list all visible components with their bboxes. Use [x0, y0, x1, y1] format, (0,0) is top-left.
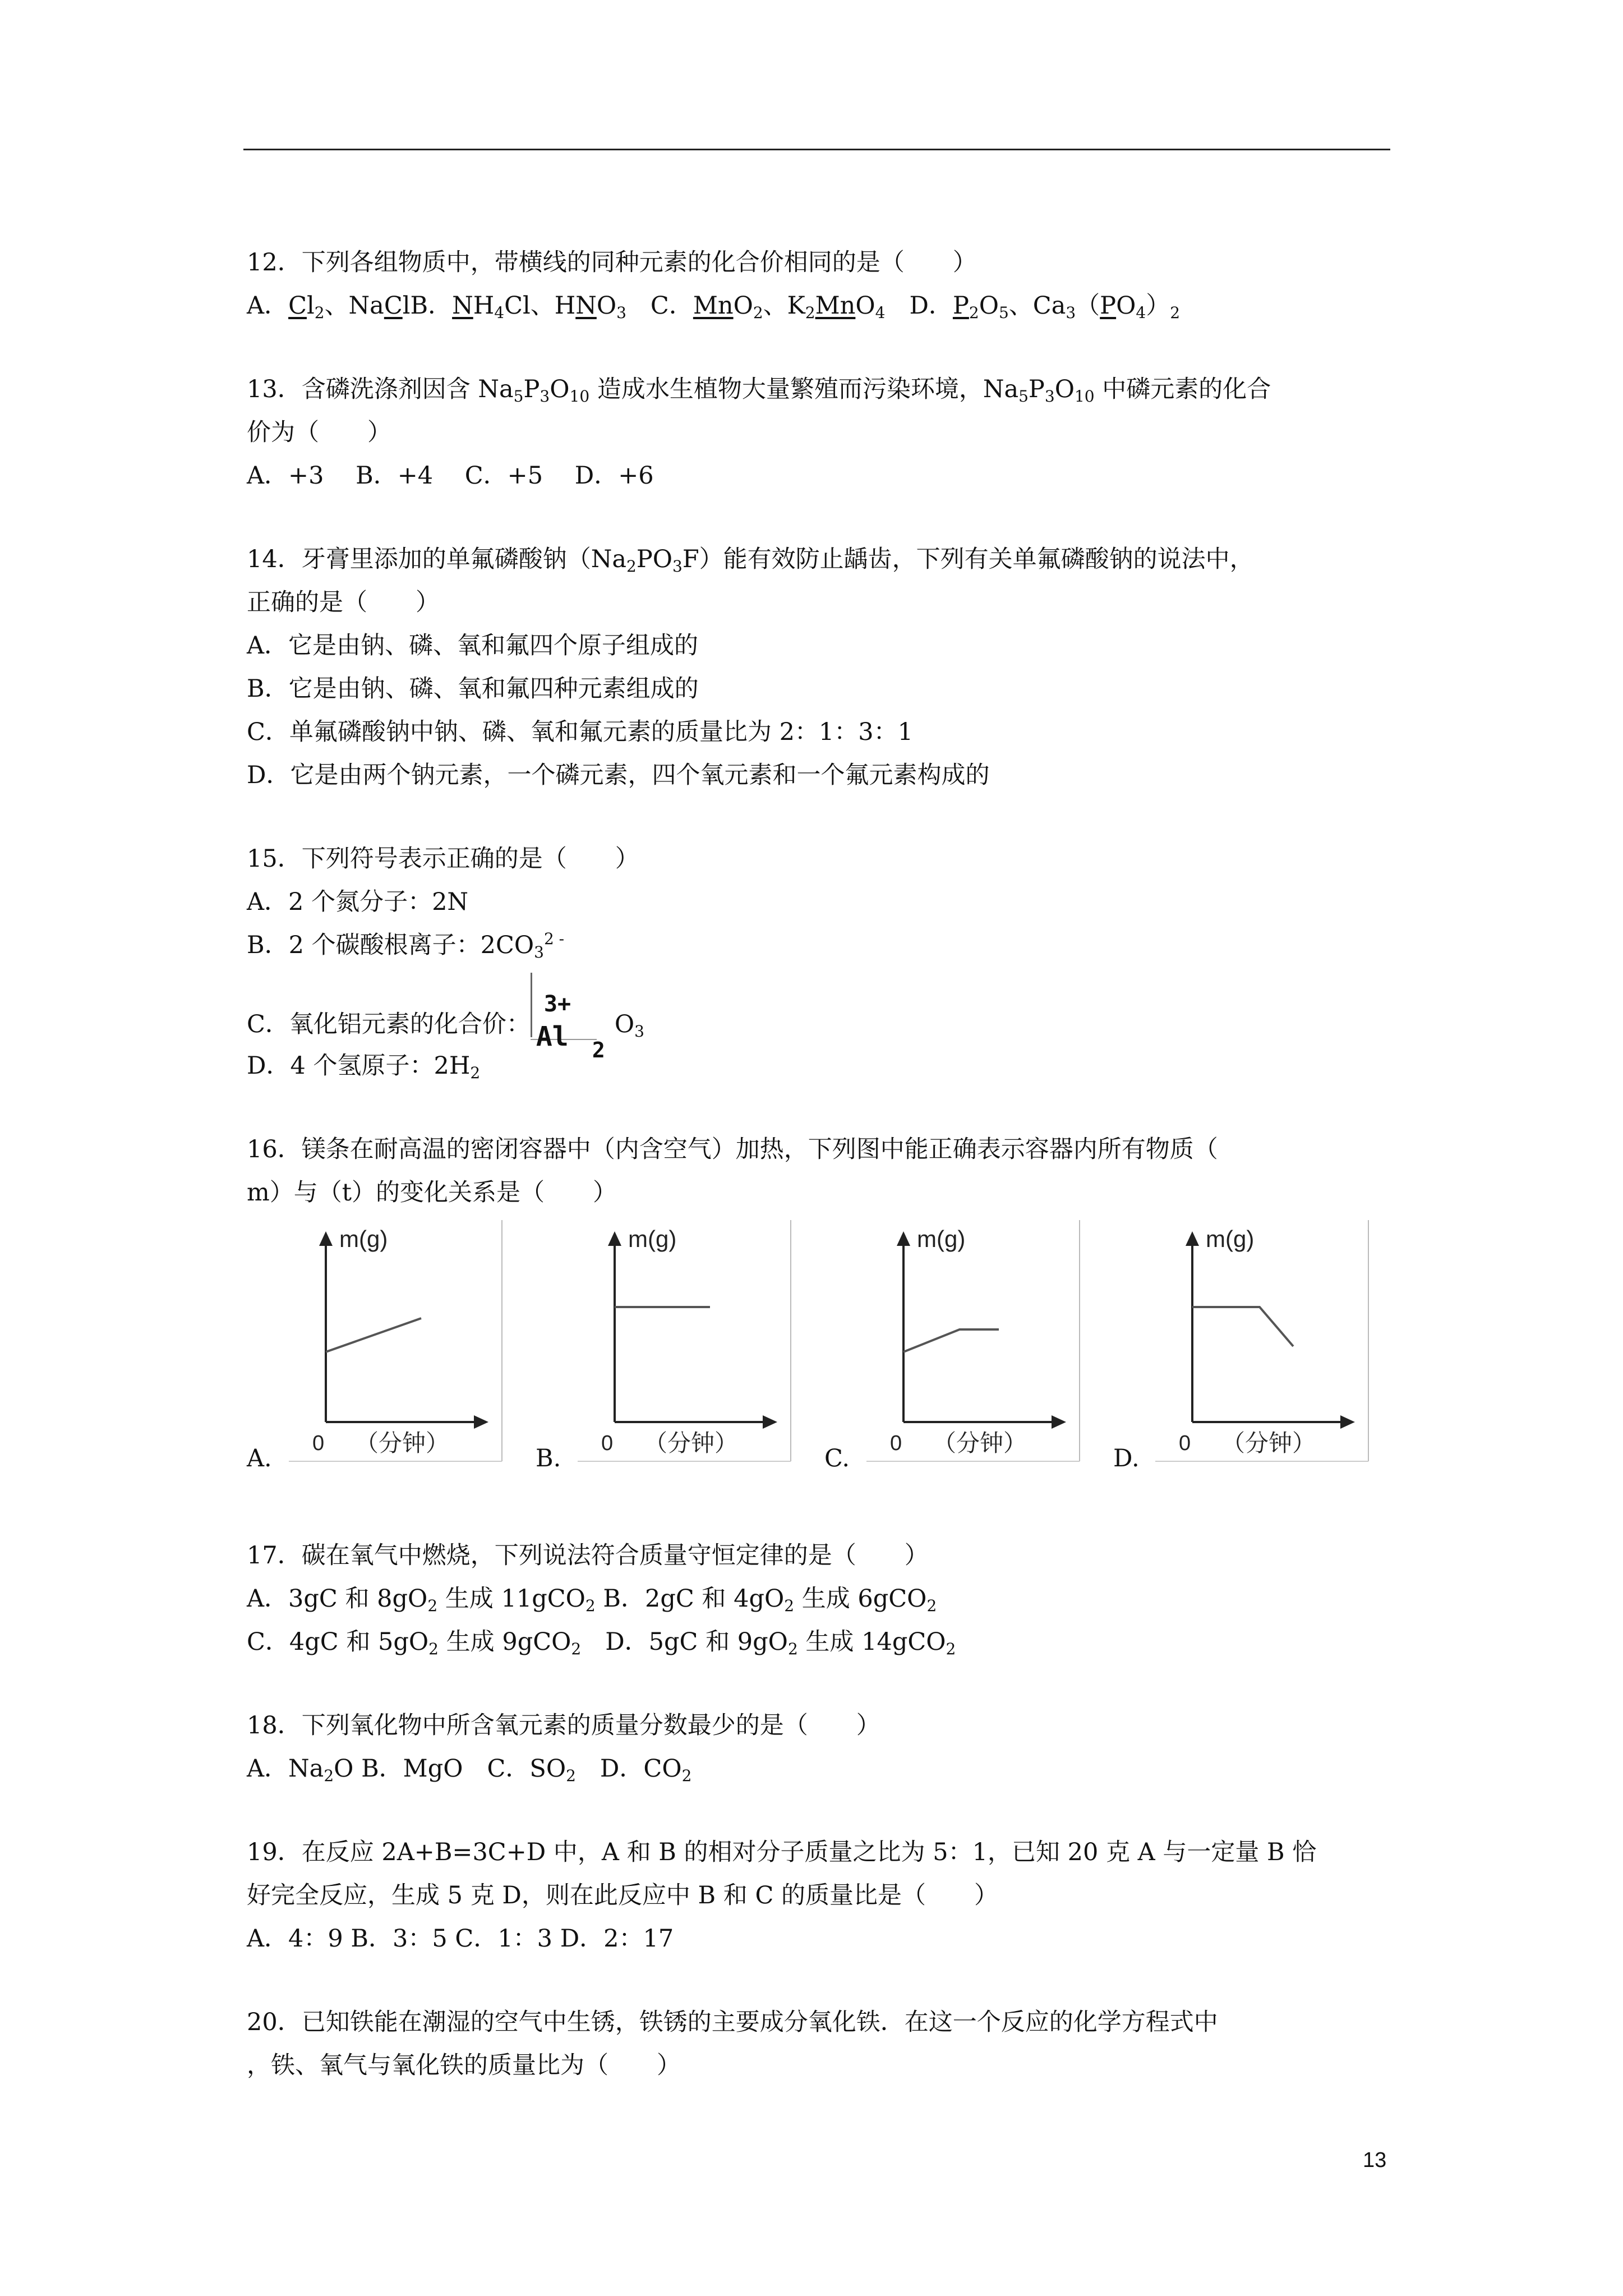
formula-text: 、Na [324, 292, 384, 320]
options-c-d: C．4gC 和 $5gO_2$ 生成 9gCO$_2$ D．5gC 和 $9gO_2$ 生成 14gCO$_2$ [247, 1628, 956, 1658]
option-b: B．它是由钠、磷、氧和氟四种元素组成的 [247, 675, 699, 703]
underlined-element: C [384, 292, 403, 320]
question-stem: 20．已知铁能在潮湿的空气中生锈，铁锈的主要成分氧化铁．在这一个反应的化学方程式中 [247, 2008, 1218, 2036]
question-stem: 19．在反应 2A+B=3C+D 中，A 和 B 的相对分子质量之比为 5：1，已知 20 克 A 与一定量 B 恰 [247, 1838, 1317, 1866]
formula-text: l [306, 292, 315, 320]
mass-curve [326, 1318, 421, 1352]
mass-curve [1192, 1307, 1293, 1346]
question-20 [247, 2001, 1391, 2087]
x-axis-arrow [474, 1415, 488, 1429]
valence-image: 3+ Al 2 [531, 973, 598, 1040]
underlined-element: Mn [693, 292, 734, 320]
y-axis-arrow [897, 1231, 910, 1246]
underlined-element: N [575, 292, 597, 320]
question-18 [247, 1704, 1391, 1791]
y-axis-arrow [319, 1231, 333, 1246]
option-a-label: A． [247, 292, 289, 320]
formula-text: O [733, 292, 753, 320]
graph-option-label: A. [247, 1444, 272, 1473]
graph-option-label: D. [1113, 1444, 1140, 1473]
question-options: A．4：9 B．3：5 C．1：3 D．2：17 [247, 1925, 674, 1953]
question-17 [247, 1534, 1391, 1664]
graph-option-label: C. [824, 1444, 850, 1473]
question-options: A．+3 B．+4 C．+5 D．+6 [247, 462, 654, 490]
question-stem: 17．碳在氧气中燃烧，下列说法符合质量守恒定律的是（ ） [247, 1542, 929, 1570]
question-stem-continued: 好完全反应，生成 5 克 D，则在此反应中 B 和 C 的质量比是（ ） [247, 1881, 999, 1910]
x-axis-label: （分钟） [644, 1429, 739, 1457]
option-d: D．4 个氢原子：$2H_2$ [247, 1052, 481, 1082]
formula-subscript: 3 [1066, 303, 1076, 322]
option-a: A．2 个氮分子：2N [247, 888, 469, 916]
origin-label: 0 [1179, 1432, 1191, 1455]
mass-curve [903, 1329, 999, 1352]
question-stem: 16．镁条在耐高温的密闭容器中（内含空气）加热，下列图中能正确表示容器内所有物质（ [247, 1135, 1218, 1163]
graph-options [247, 1220, 1391, 1489]
option-a: A．它是由钠、磷、氧和氟四个原子组成的 [247, 632, 699, 660]
formula-text: O [1116, 292, 1136, 320]
options-a-b: A．3gC 和 $8gO_2$ 生成 11gCO$_2$ B．2gC 和 $4gO_2$ 生成 6gCO$_2$ [247, 1585, 937, 1615]
question-15 [247, 838, 1391, 1088]
y-axis-arrow [608, 1231, 621, 1246]
y-axis-label: m(g) [628, 1226, 677, 1252]
underlined-element: P [1100, 292, 1117, 320]
header-rule [243, 149, 1390, 150]
x-axis-arrow [1340, 1415, 1355, 1429]
origin-label: 0 [312, 1432, 325, 1455]
option-c: C．氧化铝元素的化合价： 3+ Al 2 $O_3$ [247, 973, 1391, 1045]
formula-text: Cl、H [504, 292, 576, 320]
formula-subscript: 4 [875, 303, 886, 322]
formula-text: 、K [763, 292, 805, 320]
graph-option-3 [824, 1220, 1105, 1478]
formula-subscript: 2 [1170, 303, 1181, 322]
x-axis-label: （分钟） [355, 1429, 450, 1457]
question-stem: 12．下列各组物质中，带横线的同种元素的化合价相同的是（ ） [247, 249, 977, 277]
x-axis-label: （分钟） [1221, 1429, 1316, 1457]
question-options: A．$Na_2O$ B．MgO C．$SO_2$ D．$CO_2$ [247, 1755, 692, 1785]
option-c-label: C． [626, 292, 693, 320]
formula-text: ） [1146, 292, 1170, 320]
question-stem-continued: ，铁、氧气与氧化铁的质量比为（ ） [247, 2051, 681, 2079]
question-13 [247, 368, 1391, 498]
formula-text: l [402, 292, 411, 320]
graph-option-4 [1113, 1220, 1394, 1478]
formula-subscript: 4 [1136, 303, 1146, 322]
formula-subscript: 4 [494, 303, 505, 322]
underlined-element: Mn [815, 292, 856, 320]
question-16 [247, 1128, 1391, 1489]
mass-time-graph [1155, 1220, 1380, 1478]
underlined-element: C [288, 292, 307, 320]
formula-text: 、Ca [1008, 292, 1066, 320]
mass-time-graph [289, 1220, 513, 1478]
formula-subscript: 2 [314, 303, 325, 322]
origin-label: 0 [890, 1432, 902, 1455]
question-stem-continued: m）与（t）的变化关系是（ ） [247, 1179, 617, 1207]
formula-subscript: 3 [616, 303, 626, 322]
formula-subscript: 5 [998, 303, 1009, 322]
mass-time-graph [866, 1220, 1091, 1478]
formula-text: （ [1076, 292, 1100, 320]
graph-option-label: B. [536, 1444, 561, 1473]
page-number: 13 [1363, 2148, 1387, 2172]
exam-page [247, 241, 1391, 2087]
question-12 [247, 241, 1391, 328]
formula-subscript: 2 [805, 303, 815, 322]
option-d: D．它是由两个钠元素，一个磷元素，四个氧元素和一个氟元素构成的 [247, 761, 990, 789]
option-b-label: B． [410, 292, 453, 320]
y-axis-label: m(g) [339, 1226, 388, 1252]
mass-time-graph [578, 1220, 802, 1478]
option-d-label: D． [885, 292, 953, 320]
x-axis-arrow [763, 1415, 777, 1429]
x-axis-label: （分钟） [933, 1429, 1027, 1457]
x-axis-arrow [1052, 1415, 1066, 1429]
question-stem-continued: 正确的是（ ） [247, 588, 440, 616]
formula-text: H [473, 292, 495, 320]
option-c: C．单氟磷酸钠中钠、磷、氧和氟元素的质量比为 2：1：3：1 [247, 718, 914, 746]
option-b: B．2 个碳酸根离子：$2CO_3^{2 -}$ [247, 930, 565, 961]
question-stem-continued: 价为（ ） [247, 418, 391, 447]
question-stem: 14．牙膏里添加的单氟磷酸钠$(Na_2PO_3F)$能有效防止龋齿，下列有关单氟磷酸钠的说法中， [247, 545, 1254, 576]
formula-subscript: 2 [753, 303, 763, 322]
question-options [247, 284, 1391, 328]
formula-text: O [855, 292, 875, 320]
y-axis-arrow [1186, 1231, 1199, 1246]
y-axis-label: m(g) [917, 1226, 966, 1252]
question-stem: 18．下列氧化物中所含氧元素的质量分数最少的是（ ） [247, 1711, 880, 1740]
question-stem: 13．含磷洗涤剂因含 $Na_5P_3O_{10}$ 造成水生植物大量繁殖而污染环境，$Na_5P_3O_{10}$ 中磷元素的化合 [247, 375, 1271, 406]
graph-option-1 [247, 1220, 527, 1478]
question-14 [247, 538, 1391, 797]
question-19 [247, 1831, 1391, 1961]
formula-text: O [596, 292, 617, 320]
underlined-element: N [452, 292, 473, 320]
y-axis-label: m(g) [1206, 1226, 1255, 1252]
underlined-element: P [952, 292, 969, 320]
origin-label: 0 [601, 1432, 614, 1455]
formula-text: O [979, 292, 999, 320]
formula-subscript: 2 [969, 303, 979, 322]
graph-option-2 [536, 1220, 816, 1478]
question-stem: 15．下列符号表示正确的是（ ） [247, 845, 639, 873]
